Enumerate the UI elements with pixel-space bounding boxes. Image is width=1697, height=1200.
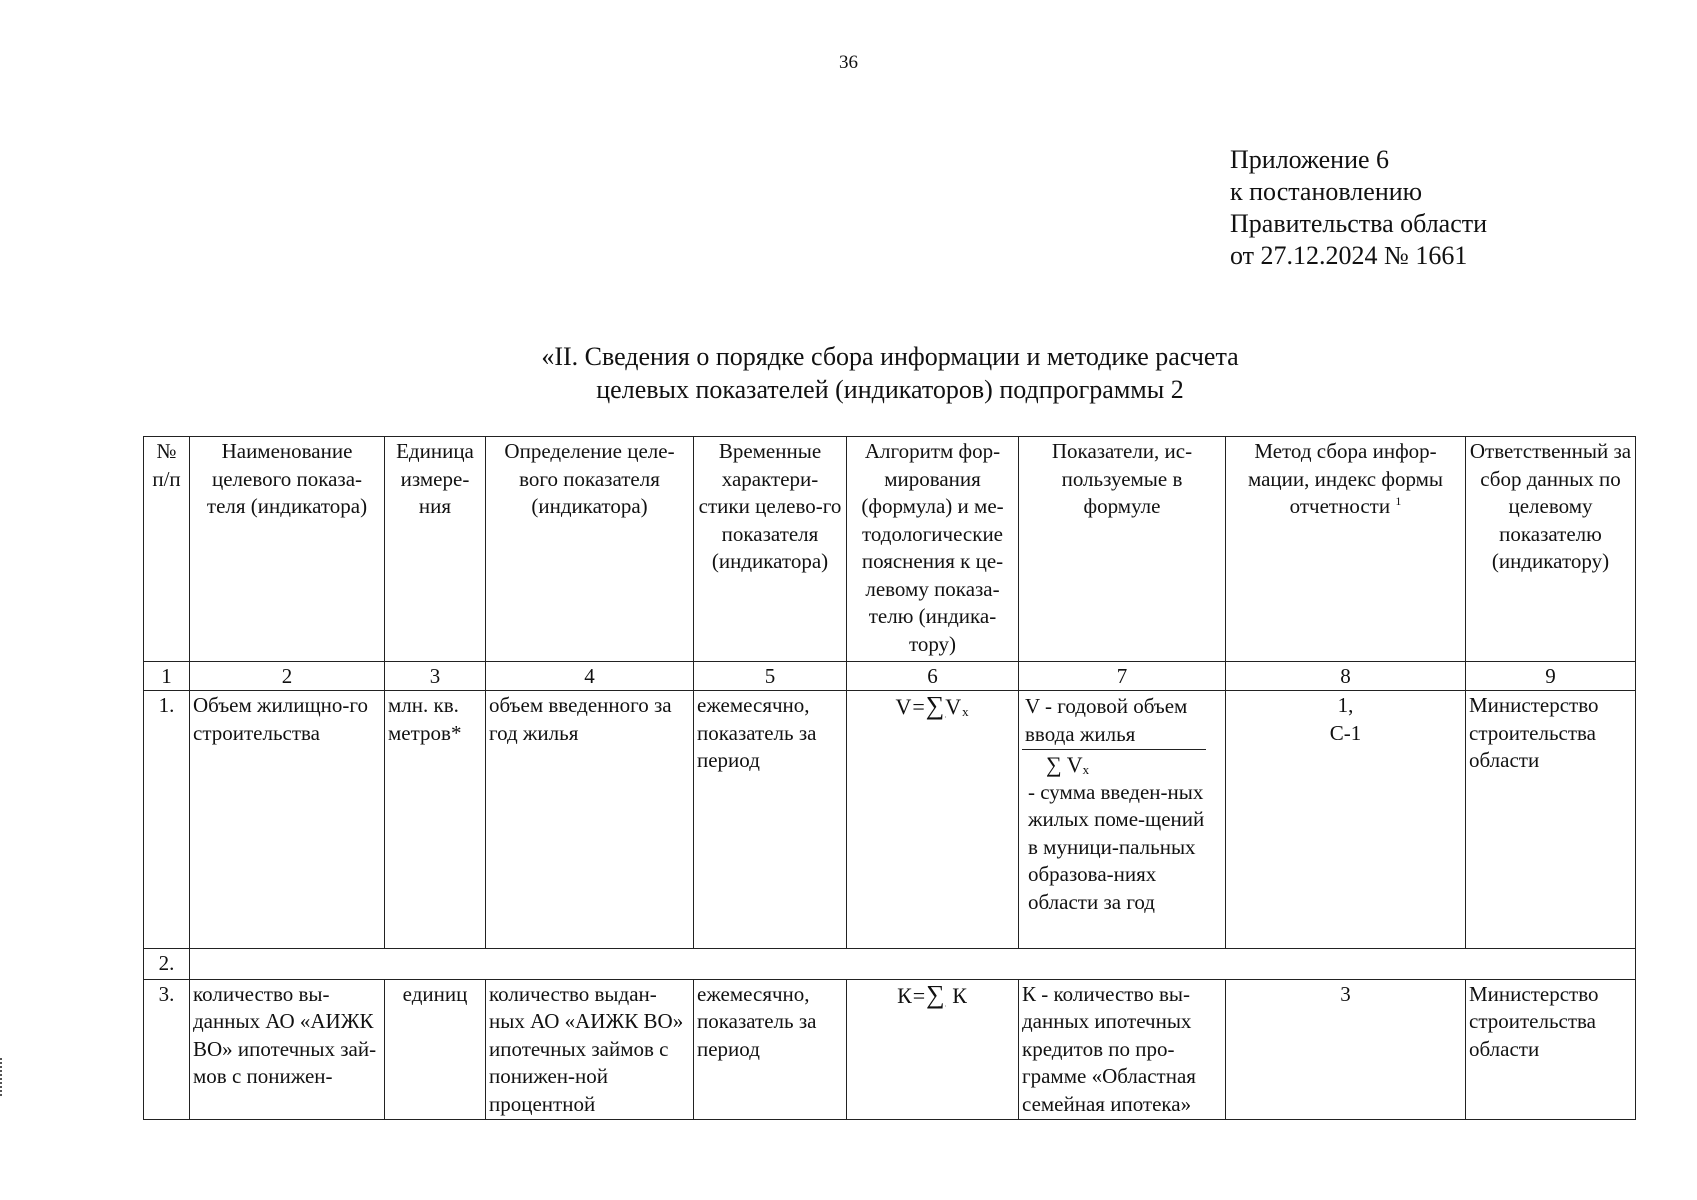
timing: ежемесячно, показатель за период xyxy=(694,691,847,949)
footnote-marker: 1 xyxy=(1395,494,1402,508)
sum-icon: ∑ xyxy=(925,691,946,720)
appendix-block xyxy=(1230,144,1487,272)
row-number: 1. xyxy=(144,691,190,949)
header-cell: Ответственный за сбор данных по целевому показателю (индикатору) xyxy=(1466,437,1636,662)
param-description xyxy=(1022,750,1222,917)
collection-method: 1, С-1 xyxy=(1226,691,1466,949)
formula xyxy=(847,691,1019,949)
formula-rhs: К xyxy=(952,982,968,1008)
formula-params xyxy=(1019,691,1226,949)
appendix-line: от 27.12.2024 № 1661 xyxy=(1230,241,1468,270)
header-cell xyxy=(1226,437,1466,662)
table-row xyxy=(144,691,1636,949)
formula-params: К - количество вы-данных ипотечных кредитов по про-грамме «Областная семейная ипотека» xyxy=(1019,979,1226,1120)
appendix-line: Приложение 6 xyxy=(1230,145,1390,174)
header-cell: Показатели, ис-пользуемые в формуле xyxy=(1019,437,1226,662)
column-number: 6 xyxy=(847,662,1019,691)
appendix-line: к постановлению xyxy=(1230,177,1423,206)
column-number: 8 xyxy=(1226,662,1466,691)
header-cell: Единица измере-ния xyxy=(385,437,486,662)
column-number-row xyxy=(144,662,1636,691)
row-number: 2. xyxy=(144,949,190,980)
unit: единиц xyxy=(385,979,486,1120)
sum-icon: ∑ Vₓ xyxy=(1046,752,1090,777)
empty-merged-cell xyxy=(190,949,1636,980)
indicator-name: количество вы-данных АО «АИЖК ВО» ипотечных зай-мов с понижен- xyxy=(190,979,385,1120)
title-line: целевых показателей (индикаторов) подпрограммы 2 xyxy=(596,375,1184,404)
table-row xyxy=(144,949,1636,980)
param-description: V - годовой объем ввода жилья xyxy=(1022,692,1206,750)
table-row xyxy=(144,979,1636,1120)
header-cell: № п/п xyxy=(144,437,190,662)
title-line: «II. Сведения о порядке сбора информации и методике расчета xyxy=(541,342,1239,371)
definition: объем введенного за год жилья xyxy=(486,691,694,949)
formula xyxy=(847,979,1019,1120)
header-cell: Алгоритм фор-мирования (формула) и ме-тодологические пояснения к це-левому показа-телю (индика-тору) xyxy=(847,437,1019,662)
row-number: 3. xyxy=(144,979,190,1120)
responsible: Министерство строительства области xyxy=(1466,979,1636,1120)
header-cell: Наименование целевого показа-теля (индикатора) xyxy=(190,437,385,662)
formula-rhs: Vₓ xyxy=(945,694,970,719)
margin-marks xyxy=(0,1058,8,1096)
column-number: 7 xyxy=(1019,662,1226,691)
formula-lhs: V= xyxy=(895,694,926,719)
page-number: 36 xyxy=(839,52,858,73)
sum-icon: ∑ xyxy=(926,979,946,1009)
header-cell: Определение целе-вого показателя (индикатора) xyxy=(486,437,694,662)
column-number: 1 xyxy=(144,662,190,691)
document-title xyxy=(340,340,1440,406)
unit: млн. кв. метров* xyxy=(385,691,486,949)
header-cell: Временные характери-стики целево-го показателя (индикатора) xyxy=(694,437,847,662)
column-number: 9 xyxy=(1466,662,1636,691)
timing: ежемесячно, показатель за период xyxy=(694,979,847,1120)
indicator-name: Объем жилищно-го строительства xyxy=(190,691,385,949)
collection-method: 3 xyxy=(1226,979,1466,1120)
formula-lhs: К= xyxy=(897,982,927,1008)
column-number: 3 xyxy=(385,662,486,691)
responsible: Министерство строительства области xyxy=(1466,691,1636,949)
appendix-line: Правительства области xyxy=(1230,209,1488,238)
indicators-table xyxy=(143,436,1636,1120)
table-header-row xyxy=(144,437,1636,662)
definition: количество выдан-ных АО «АИЖК ВО» ипотечных займов с понижен-ной процентной xyxy=(486,979,694,1120)
column-number: 5 xyxy=(694,662,847,691)
param-text: - сумма введен-ных жилых поме-щений в муници-пальных образова-ниях области за год xyxy=(1028,779,1205,914)
column-number: 2 xyxy=(190,662,385,691)
column-number: 4 xyxy=(486,662,694,691)
header-cell-text: Метод сбора инфор-мации, индекс формы отчетности xyxy=(1247,439,1444,518)
